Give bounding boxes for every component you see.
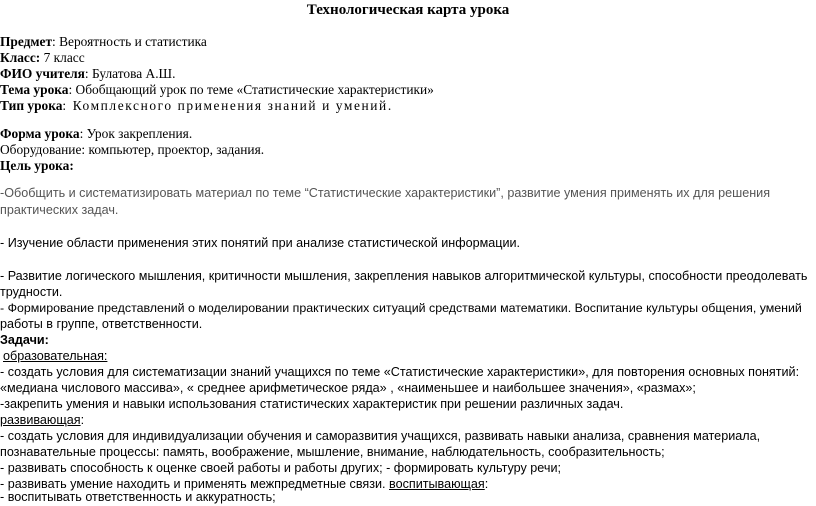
educational-line-3: -закрепить умения и навыки использования статистических характеристик при решении различных задач. [0,397,624,411]
educational-line-1: - создать условия для систематизации знаний учащихся по теме «Статистические характеристики», для повторения основных понятий: [0,365,800,379]
grade-value: 7 класс [40,50,85,65]
developing-heading: развивающая [0,413,81,427]
subject-value: : Вероятность и статистика [52,34,207,49]
last-line-text: - развивать умение находить и применять межпредметные связи. [0,477,390,491]
topic-line [0,81,434,98]
teacher-line [0,65,175,82]
developing-heading-line [0,412,84,429]
topic-label: Тема урока [0,82,69,97]
form-line [0,125,192,142]
developing-line-1: - создать условия для индивидуализации обучения и саморазвития учащихся, развивать навыки анализа, сравнения материала, [0,429,761,443]
goal-line-4: - Развитие логического мышления, критичности мышления, закрепления навыков алгоритмической культуры, способности преодолевать [0,269,808,283]
upbringing-colon: : [484,477,489,491]
teacher-value: : Булатова А.Ш. [84,66,176,81]
goal-line-7: работы в группе, ответственности. [0,317,203,331]
goal-line-5: трудности. [0,285,63,299]
type-label: Тип урока [0,98,63,113]
document-title: Технологическая карта урока [306,2,510,18]
form-value: : Урок закрепления. [79,126,193,141]
upbringing-heading: воспитывающая [389,477,485,491]
goal-heading: Цель урока: [0,158,74,173]
goal-line-2: практических задач. [0,203,119,217]
educational-heading: образовательная: [3,349,108,363]
developing-line-2: познавательные процессы: память, воображение, мышление, внимание, наблюдательность, сообразительность; [0,445,665,459]
tasks-heading: Задачи: [0,333,49,347]
goal-line-6: - Формирование представлений о моделировании практических ситуаций средствами математики. Воспитание культуры общения, умений [0,301,802,315]
goal-line-3: - Изучение области применения этих понятий при анализе статистической информации. [0,236,521,250]
type-value: : Комплексного применения знаний и умений. [62,98,393,113]
topic-value: : Обобщающий урок по теме «Статистические характеристики» [68,82,434,97]
grade-line [0,49,85,66]
type-line [0,97,393,114]
teacher-label: ФИО учителя [0,66,85,81]
developing-colon: : [80,413,85,427]
educational-line-2: «медиана числового массива», « среднее арифметическое ряда» , «наименьшее и наибольшее значения», «размах»; [0,381,696,395]
form-label: Форма урока [0,126,80,141]
goal-line-1: -Обобщить и систематизировать материал по теме “Статистические характеристики”, развитие умения применять их для решения [0,186,771,200]
developing-line-3: - развивать способность к оценке своей работы и работы других; - формировать культуру речи; [0,461,561,475]
equipment-line: Оборудование: компьютер, проектор, задания. [0,142,265,157]
subject-line [0,33,207,50]
upbringing-line-1: - воспитывать ответственность и аккуратность; [0,490,276,504]
subject-label: Предмет [0,34,53,49]
grade-label: Класс: [0,50,41,65]
